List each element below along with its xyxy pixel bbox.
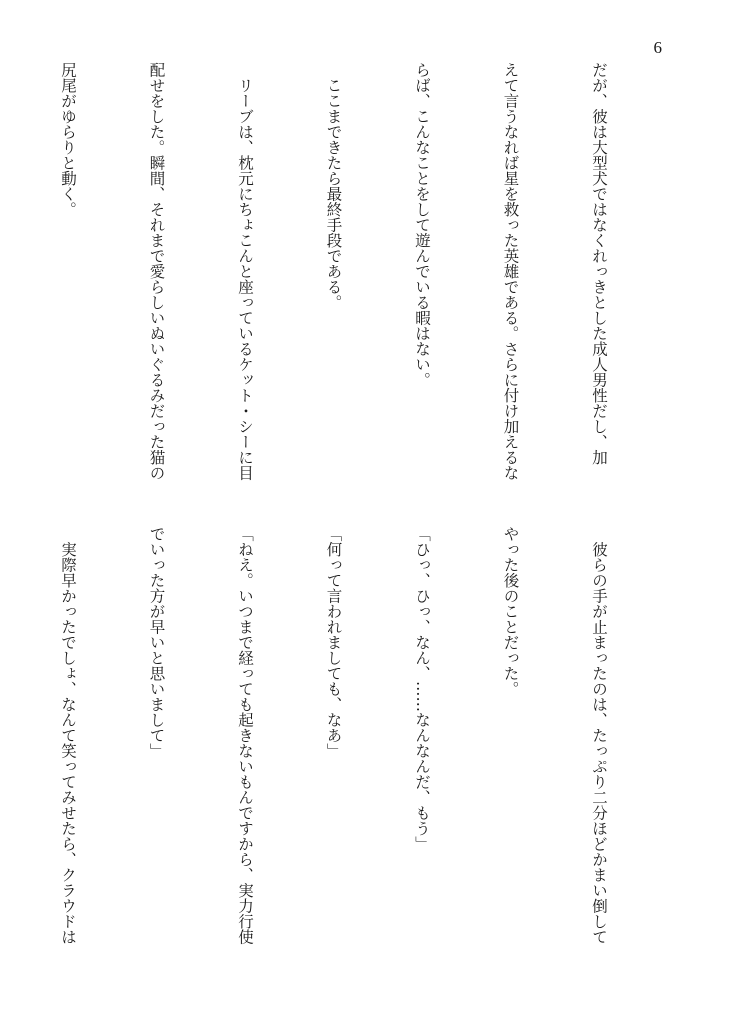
text-line: やった後のことだった。 (501, 526, 520, 697)
text-line: だが、彼は大型犬ではなくれっきとした成人男性だし、加 (590, 62, 608, 465)
text-line: 実際早かったでしょ、なんて笑ってみせたら、クラウドは (59, 526, 77, 945)
text-line: 「ひっ、ひっ、なん、……なんなんだ、もう」 (413, 526, 431, 852)
text-line: 彼らの手が止まったのは、たっぷり二分ほどかまい倒して (590, 526, 608, 945)
text-line: 「ねえ。いつまで経っても起きないもんですから、実力行使 (236, 526, 254, 945)
text-line: リーブは、枕元にちょこんと座っているケット・シーに目 (236, 62, 254, 481)
text-line: ここまできたら最終手段である。 (324, 62, 343, 310)
page-number: 6 (653, 38, 662, 57)
text-line: 尻尾がゆらりと動く。 (59, 62, 77, 217)
text-line: でいった方が早いと思いまして」 (147, 526, 166, 759)
text-block-upper (59, 62, 672, 487)
text-block-lower (59, 526, 672, 946)
text-line: 「何って言われましても、なあ」 (324, 526, 343, 759)
text-line: 配せをした。瞬間、それまで愛らしいぬいぐるみだった猫の (147, 62, 166, 481)
text-line: えて言うなれば星を救った英雄である。さらに付け加えるな (501, 62, 520, 481)
text-line: らば、こんなことをして遊んでいる暇はない。 (413, 62, 431, 388)
